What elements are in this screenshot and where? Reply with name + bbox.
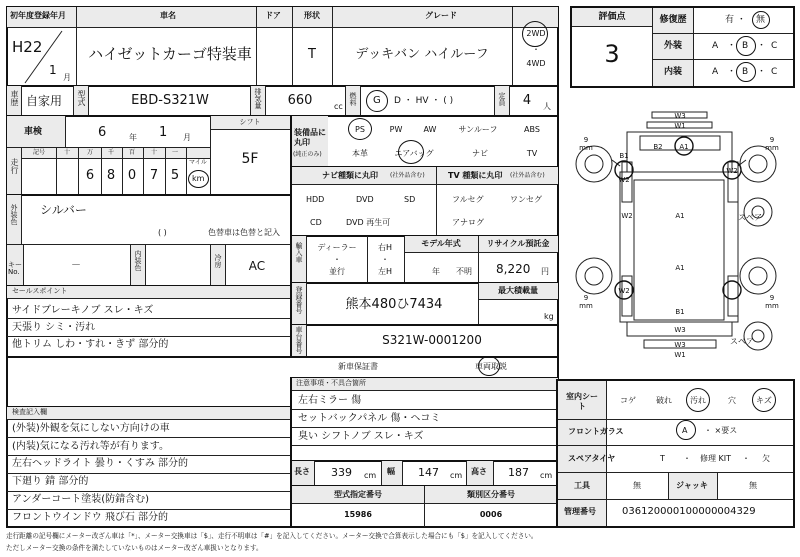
tv-sub: (社外品含む) [510,172,545,179]
fuel-g: G [373,95,381,106]
navi-hdd: HDD [306,195,325,204]
door-header: ドア [265,11,281,20]
seat-label: 室内シート [566,392,598,412]
equip-sunroof: サンルーフ [458,125,498,134]
inspection-year: 6 [98,125,107,140]
diag-label-3: B2 [653,143,663,151]
handle-right: 右H [377,243,393,252]
tv-analog: アナログ [452,218,484,227]
year-month-unit: 月 [63,73,71,82]
diag-label-7: A1 [675,212,685,220]
length-value: 339 [331,466,352,479]
sales-points-header: セールスポイント [12,287,68,295]
length-unit: cm [364,471,377,480]
jack-value: 無 [749,481,757,490]
tire-label-1: 9 [583,136,589,144]
inspector-line-1: (外装)外観を気にしない方向けの車 [12,423,170,434]
tire-unit-2: mm [765,144,779,152]
footnote-line-1: 走行距離の記号欄にメーター改ざん車は「*」、メーター交換車は「$」、走行不明車は「#」を記入してください。メーター交換で合算表示した場合にも「$」を記入してください。 [6,532,538,540]
tire-unit-3: mm [579,302,593,310]
key-label: キーNo. [8,261,22,276]
mileage-km: km [192,174,205,183]
equipment-sub: (純正のみ) [293,151,322,158]
notes-header: 注意事項・不具合箇所 [296,379,366,387]
spare-dot1: ・ [683,454,691,463]
inspection-month: 1 [159,125,168,140]
diag-label-11: B1 [675,308,685,316]
inspector-header: 検査記入欄 [12,408,47,416]
shift-label: シフト [239,118,261,126]
registration-value: 熊本480ひ7434 [345,297,443,312]
interior-dot2: ・ [757,67,767,77]
repair-yes: 有 ・ [725,15,746,25]
mileage-h6: 一 [171,149,179,156]
max-load-unit: kg [544,312,554,321]
score-value: 3 [604,40,620,68]
mileage-h2: 万 [86,149,94,156]
manual-label: 車両取説 [475,362,507,371]
interior-a: A [712,67,719,77]
drive-dot: ・ [532,45,540,54]
mileage-h4: 百 [128,149,136,156]
inspection-label: 車検 [24,127,43,137]
tv-oneseg: ワンセグ [510,195,542,204]
width-unit: cm [450,471,463,480]
tv-header: TV 種類に丸印 [448,171,503,180]
sales-point-2: 天張り シミ・汚れ [12,322,96,333]
int-color-label: 内装色 [134,250,142,271]
diag-label-12: W2 [618,287,630,295]
diag-label-14: W3 [674,341,686,349]
handle-dot: ・ [381,255,389,264]
footnote-line-2: ただしメーター交換の条件を満たしていないものはメーター改ざん車扱いとなります。 [6,544,263,552]
diag-label-1: W3 [674,112,686,120]
inspector-line-5: アンダーコート塗装(防錆含む) [12,494,150,505]
import-dealer: ディーラー [317,243,357,252]
usage-side-label: 車歴 [10,90,19,106]
year-month: 1 [49,63,57,77]
navi-dvd-play: DVD 再生可 [346,218,391,227]
seat-ana: 穴 [728,396,736,405]
grade-value: デッキバン ハイルーフ [355,47,489,62]
fuel-rest: D ・ HV ・ ( ) [394,96,454,106]
tools-value: 無 [633,481,641,490]
spare-label-2: スペア [730,337,754,346]
spare-tire-label: スペアタイヤ [568,454,616,463]
mileage-digit-3: 0 [127,168,137,183]
seat-kizu: キズ [756,396,772,405]
exterior-dot1: ・ [727,41,737,51]
type-number-header: 型式指定番号 [334,490,382,499]
shape-value: T [308,47,316,62]
grade-header: グレード [425,11,457,20]
class-number-header: 類別区分番号 [467,490,515,499]
navi-header: ナビ種類に丸印 [322,171,378,180]
width-label: 幅 [387,467,395,476]
mileage-h1: 十 [63,149,71,156]
tv-fullseg: フルセグ [452,195,484,204]
diag-label-8: W2 [621,212,633,220]
mileage-h5: 十 [150,149,158,156]
equip-airbag: エアバッグ [394,149,434,158]
mileage-digit-2: 8 [106,168,116,183]
tire-label-4: 9 [769,294,775,302]
model-side-label: 型式 [77,90,86,106]
tools-label: 工具 [574,481,590,490]
handle-left: 左H [377,267,393,276]
mileage-h0: 記号 [32,149,46,156]
navi-dvd: DVD [356,195,374,204]
exterior-a: A [712,41,719,51]
equip-pw: PW [389,125,403,134]
interior-dot1: ・ [727,67,737,77]
navi-sub: (社外品含む) [390,172,425,179]
height-unit: cm [540,471,553,480]
width-value: 147 [418,466,439,479]
displacement-unit: cc [334,102,343,111]
repair-label: 修復歴 [659,15,687,25]
max-load-header: 最大積載量 [498,286,538,295]
import-side-label: 輸入車 [295,242,303,263]
model-year-header: モデル年式 [421,239,461,248]
inspector-line-2: (内装)気になる汚れ等が有ります。 [12,441,170,452]
seat-koge: コゲ [620,396,636,405]
model-value: EBD-S321W [131,93,209,108]
diag-label-15: W1 [674,351,686,359]
color-paren: ( ) [158,228,167,237]
notes-line-2: セットバックパネル 傷・ヘコミ [298,413,441,424]
repair-no: 無 [756,15,766,25]
aircon-label: 冷房 [214,254,222,268]
displacement-label: 排気量 [254,88,262,109]
sales-point-3: 他トリム しわ・すれ・きず 部分的 [12,339,169,350]
fuel-label: 燃料 [349,92,357,106]
capacity-unit: 人 [543,102,551,111]
equip-aw: AW [423,125,437,134]
damage-diagram [562,100,797,376]
import-parallel: 並行 [329,267,345,276]
tire-label-3: 9 [583,294,589,302]
diag-label-13: W3 [674,326,686,334]
recycle-value: 8,220 [496,262,531,276]
chassis-side-label: 車台番号 [295,326,303,354]
inspection-year-unit: 年 [129,133,137,142]
color-note: 色替車は色替と記入 [208,228,280,237]
tire-label-2: 9 [769,136,775,144]
class-number-value: 0006 [479,510,503,519]
inspection-month-unit: 月 [183,133,191,142]
spare-kit: 修理 KIT [700,454,732,463]
windshield-label: フロントガラス [568,427,624,436]
inspector-line-6: フロントウインドウ 飛び石 部分的 [12,512,169,523]
navi-sd: SD [404,195,416,204]
height-value: 187 [508,466,529,479]
mgmt-value: 036120000100000004329 [622,506,756,517]
inspector-line-4: 下廻り 錆 部分的 [12,476,89,487]
interior-c: C [771,67,778,77]
shift-value: 5F [241,151,259,167]
seat-yabure: 破れ [656,396,672,405]
diag-label-4: A1 [679,143,689,151]
diag-label-2: W1 [674,122,686,130]
usage-value: 自家用 [25,94,63,108]
displacement-value: 660 [287,93,313,108]
notes-line-1: 左右ミラー 傷 [298,395,362,406]
aircon-value: AC [248,259,266,273]
spare-none: 欠 [762,454,770,463]
sales-point-1: サイドブレーキノブ スレ・キズ [12,305,154,316]
recycle-unit: 円 [541,267,549,276]
interior-label: 内装 [663,67,683,77]
car-name-value: ハイゼットカーゴ特装車 [88,45,252,63]
inspector-line-3: 左右ヘッドライト 曇り・くすみ 部分的 [12,458,189,469]
key-value: － [71,260,81,271]
drive-4wd: 4WD [526,59,546,68]
seat-yogore: 汚れ [690,396,706,405]
year-reg-header: 初年度登録年月 [10,11,66,20]
equip-ps: PS [355,125,365,134]
registration-side-label: 登録番号 [295,286,303,314]
diag-label-10: W2 [726,167,738,175]
jack-label: ジャッキ [676,481,708,490]
height-label: 高さ [471,467,487,476]
row1-header-bg [7,7,558,27]
equip-abs: ABS [524,125,540,134]
import-dot: ・ [333,255,341,264]
length-label: 長さ [294,467,310,476]
spare-dot2: ・ [742,454,750,463]
diag-label-9: A1 [675,264,685,272]
mileage-digit-4: 7 [149,168,159,183]
color-side-label: 外装色 [10,204,18,225]
capacity-label: 定員 [498,92,506,106]
mgmt-label: 管理番号 [564,507,596,516]
windshield-a: A [682,426,688,435]
equip-tv: TV [526,149,538,158]
mileage-side-label: 走行 [10,158,19,174]
exterior-label: 外装 [663,41,683,51]
score-header: 評価点 [598,12,626,22]
spare-t: T [660,454,665,463]
warranty-label: 新車保証書 [338,362,378,371]
interior-b: B [742,67,749,77]
navi-cd: CD [310,218,322,227]
car-name-header: 車名 [160,11,176,20]
equipment-header: 装備品に丸印 [294,128,326,147]
capacity-value: 4 [522,93,532,108]
color-value: シルバー [40,203,87,217]
equip-leather: 本革 [352,149,368,158]
spare-label-1: スペア [738,213,762,222]
equip-navi: ナビ [472,149,488,158]
chassis-value: S321W-0001200 [382,333,482,347]
drive-2wd: 2WD [526,29,546,38]
windshield-rest: ・ ×要ス [704,426,738,435]
model-year-value: 不明 [456,267,472,276]
year-era: H22 [12,38,43,56]
mileage-digit-5: 5 [170,168,180,183]
model-year-unit: 年 [432,267,440,276]
mileage-h3: 千 [107,149,115,156]
shape-header: 形状 [304,11,320,20]
exterior-b: B [742,41,749,51]
type-number-value: 15986 [344,510,372,519]
exterior-dot2: ・ [757,41,767,51]
diag-label-5: B1 [619,152,629,160]
tire-unit-1: mm [579,144,593,152]
recycle-header: リサイクル預託金 [486,239,550,248]
notes-line-3: 臭い シフトノブ スレ・キズ [298,431,424,442]
mileage-unit-label: マイル [189,159,207,166]
diag-label-6: W2 [618,176,630,184]
tire-unit-4: mm [765,302,779,310]
mileage-digit-1: 6 [85,168,95,183]
exterior-c: C [771,41,778,51]
